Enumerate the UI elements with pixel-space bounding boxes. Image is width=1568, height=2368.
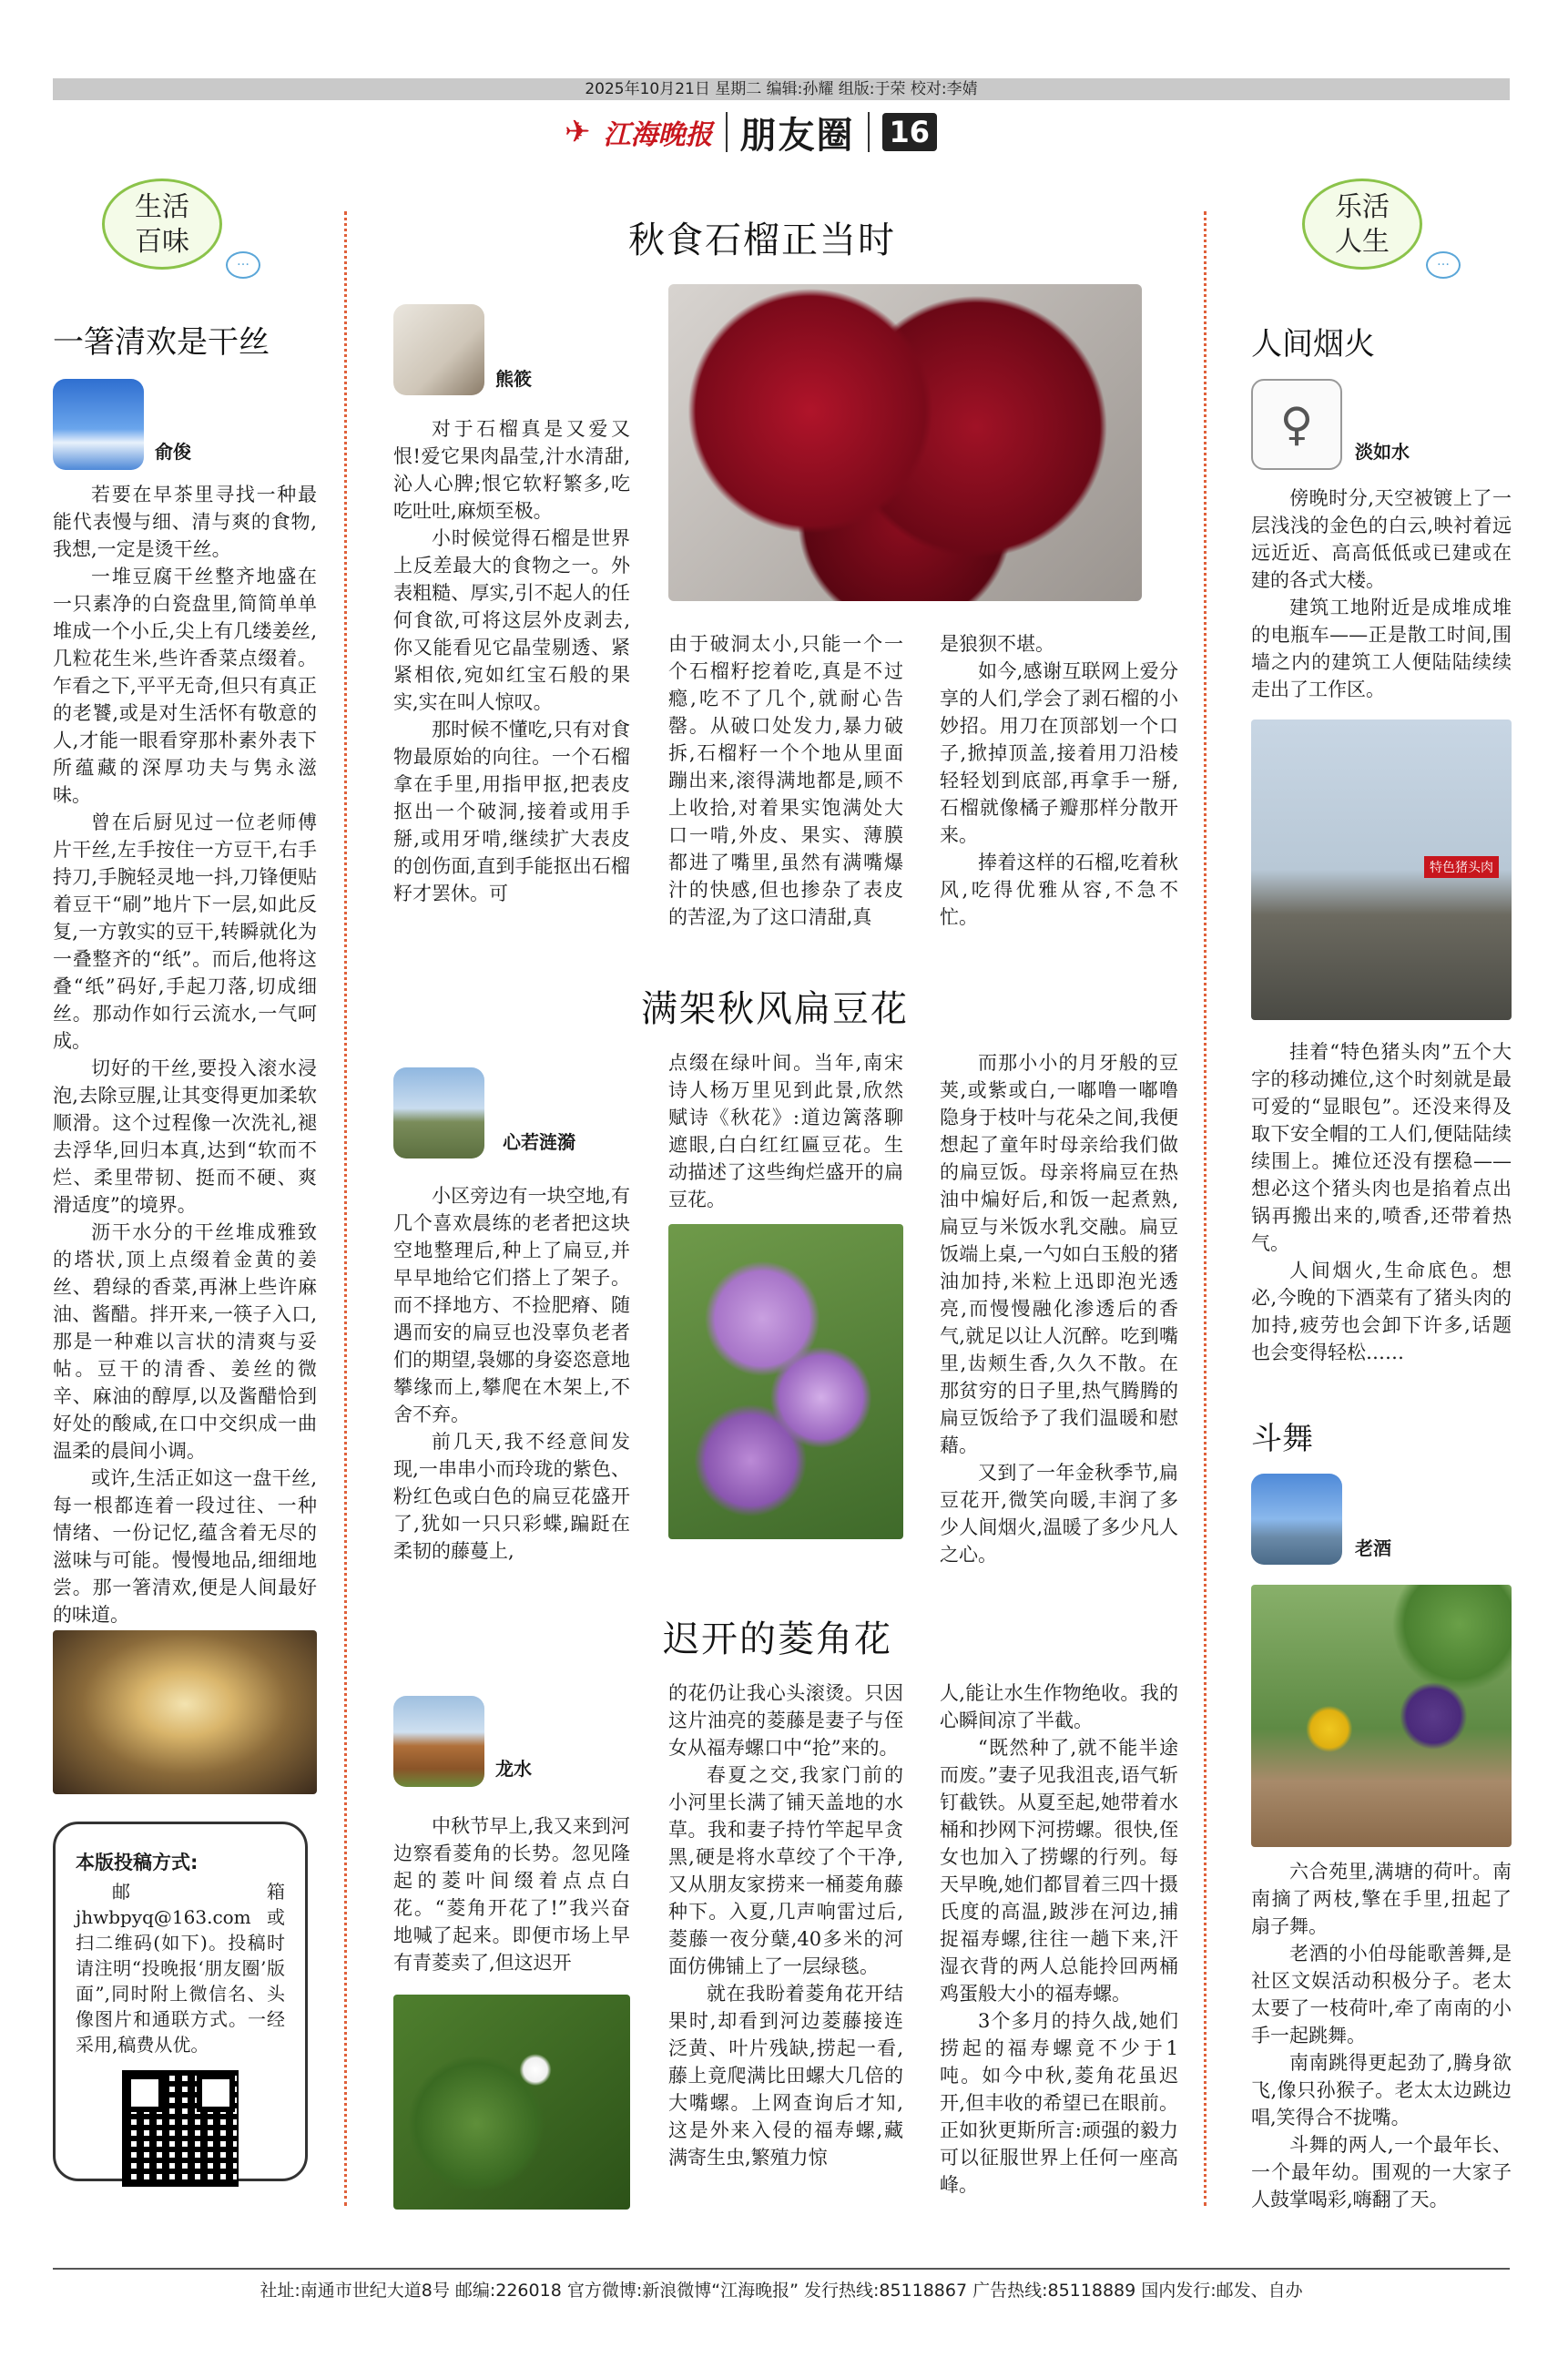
footer-rule — [53, 2268, 1510, 2270]
bean-flower-photo — [668, 1224, 903, 1539]
paragraph: 是狼狈不堪。 — [940, 633, 1054, 655]
article-body — [393, 1812, 630, 1976]
article-body-col2 — [668, 1049, 903, 1213]
article-body-col2 — [668, 630, 903, 931]
paragraph: 挂着“特色猪头肉”五个大字的移动摊位,这个时刻就是最可爱的“显眼包”。还没来得及取下安全帽的工人们,便陆陆续续围上。摊位还没有摆稳——想必这个猪头肉也是掐着点出锅再搬出来的,喷香,还带着热气。 — [1251, 1041, 1512, 1254]
submission-box — [53, 1822, 308, 2181]
article-title: 迟开的菱角花 — [663, 1618, 892, 1660]
paragraph: 或许,生活正如这一盘干丝,每一根都连着一段过往、一种情绪、一份记忆,蕴含着无尽的滋味与可能。慢慢地品,细细地尝。那一箸清欢,便是人间最好的味道。 — [53, 1467, 317, 1626]
paragraph: 由于破洞太小,只能一个一个石榴籽挖着吃,真是不过瘾,吃不了几个,就耐心告罄。从破口处发力,暴力破拆,石榴籽一个个地从里面蹦出来,滚得满地都是,顾不上收拾,对着果实饱满处大口一啃,外皮、果实、薄膜都进了嘴里,虽然有满嘴爆汁的快感,但也掺杂了表皮的苦涩,为了这口清甜,真 — [668, 633, 903, 928]
paragraph: 如今,感谢互联网上爱分享的人们,学会了剥石榴的小妙招。用刀在顶部划一个口子,掀掉顶盖,接着用刀沿棱轻轻划到底部,再拿手一掰,石榴就像橘子瓣那样分散开来。 — [940, 660, 1178, 846]
column-divider-right — [1204, 211, 1207, 2206]
author-avatar — [393, 304, 484, 395]
author-avatar — [1251, 1474, 1342, 1565]
paragraph: 小区旁边有一块空地,有几个喜欢晨练的老者把这块空地整理后,种上了扁豆,并早早地给它们搭上了架子。而不择地方、不捡肥瘠、随遇而安的扁豆也没辜负老者们的期望,袅娜的身姿恣意地攀缘而上,攀爬在木架上,不舍不弃。 — [393, 1185, 630, 1425]
article-body — [53, 481, 317, 1628]
author-name: 熊筱 — [495, 368, 532, 390]
paragraph: 一堆豆腐干丝整齐地盛在一只素净的白瓷盘里,简简单单堆成一个小丘,尖上有几缕姜丝,几粒花生米,些许香菜点缀着。乍看之下,平平无奇,但只有真正的老饕,或是对生活怀有敬意的人,才能一眼看穿那朴素外表下所蕴藏的深厚功夫与隽永滋味。 — [53, 566, 317, 806]
paragraph: 小时候觉得石榴是世界上反差最大的食物之一。外表粗糙、厚实,引不起人的任何食欲,可将这层外皮剥去,你又能看见它晶莹剔透、紧紧相依,宛如红宝石般的果实,实在叫人惊叹。 — [393, 527, 630, 713]
article-body — [1251, 1858, 1512, 2213]
paragraph: 前几天,我不经意间发现,一串串小而玲珑的紫色、粉红色或白色的扁豆花盛开了,犹如一只只彩蝶,蹁跹在柔韧的藤蔓上, — [393, 1431, 630, 1562]
article-body-col2 — [668, 1679, 903, 2171]
water-chestnut-photo — [393, 1995, 630, 2210]
author-name: 龙水 — [495, 1758, 532, 1780]
author-avatar — [393, 1067, 484, 1158]
chat-bubble-icon: … — [226, 251, 260, 279]
column-divider-left — [344, 211, 347, 2206]
badge-line: 百味 — [135, 226, 189, 258]
newspaper-logo: 江海晚报 — [603, 119, 713, 151]
paragraph: 六合苑里,满塘的荷叶。南南摘了两枝,擎在手里,扭起了扇子舞。 — [1251, 1861, 1512, 1937]
section-badge-life — [102, 179, 222, 270]
street-stall-photo — [1251, 720, 1512, 1020]
author-avatar — [53, 379, 144, 470]
paragraph: 那时候不懂吃,只有对食物最原始的向往。一个石榴拿在手里,用指甲抠,把表皮抠出一个破洞,接着或用手掰,或用牙啃,继续扩大表皮的创伤面,直到手能抠出石榴籽才罢休。可 — [393, 719, 630, 904]
section-badge-lohas — [1302, 179, 1422, 270]
stall-sign: 特色猪头肉 — [1424, 856, 1499, 878]
submission-title: 本版投稿方式: — [76, 1852, 199, 1873]
paragraph: 春夏之交,我家门前的小河里长满了铺天盖地的水草。我和妻子持竹竿起早贪黑,硬是将水草绞了个干净,又从朋友家捞来一桶菱角藤种下。入夏,几声响雷过后,菱藤一夜分蘖,40多米的河面仿佛铺上了一层绿毯。 — [668, 1764, 903, 1977]
article-body — [1251, 1038, 1512, 1366]
article-title: 满架秋风扁豆花 — [641, 988, 909, 1030]
badge-line: 乐活 — [1335, 191, 1390, 223]
paragraph: “既然种了,就不能半途而废。”妻子见我沮丧,语气斩钉截铁。从夏至起,她带着水桶和抄网下河捞螺。很快,侄女也加入了捞螺的行列。每天早晚,她们都冒着三四十摄氏度的高温,跛涉在河边,捕捉福寿螺,往往一趟下来,汗湿衣背的两人总能拎回两桶鸡蛋般大小的福寿螺。 — [940, 1737, 1178, 2005]
paragraph: 点缀在绿叶间。当年,南宋诗人杨万里见到此景,欣然赋诗《秋花》:道边篱落聊遮眼,白白红红匾豆花。生动描述了这些绚烂盛开的扁豆花。 — [668, 1052, 903, 1210]
paragraph: 捧着这样的石榴,吃着秋风,吃得优雅从容,不急不忙。 — [940, 852, 1178, 928]
pomegranate-photo — [668, 284, 1142, 601]
paragraph: 沥干水分的干丝堆成雅致的塔状,顶上点缀着金黄的姜丝、碧绿的香菜,再淋上些许麻油、酱醋。拌开来,一筷子入口,那是一种难以言状的清爽与妥帖。豆干的清香、姜丝的微辛、麻油的醇厚,以及酱醋恰到好处的酸咸,在口中交织成一曲温柔的晨间小调。 — [53, 1221, 317, 1462]
paragraph: 的花仍让我心头滚烫。只因这片油亮的菱藤是妻子与侄女从福寿螺口中“抢”来的。 — [668, 1682, 903, 1759]
paragraph: 若要在早茶里寻找一种最能代表慢与细、清与爽的食物,我想,一定是烫干丝。 — [53, 484, 317, 560]
author-name: 俞俊 — [155, 441, 191, 463]
paragraph: 就在我盼着菱角花开结果时,却看到河边菱藤接连泛黄、叶片残缺,捞起一看,藤上竟爬满比田螺大几倍的大嘴螺。上网查询后才知,这是外来入侵的福寿螺,藏满寄生虫,繁殖力惊 — [668, 1983, 903, 2169]
article-title: 人间烟火 — [1251, 326, 1375, 362]
badge-line: 生活 — [135, 191, 189, 223]
paragraph: 切好的干丝,要投入滚水浸泡,去除豆腥,让其变得更加柔软顺滑。这个过程像一次洗礼,褪去浮华,回归本真,达到“软而不烂、柔里带韧、挺而不硬、爽滑适度”的境界。 — [53, 1057, 317, 1216]
chat-bubble-icon: … — [1426, 251, 1461, 279]
paragraph: 老酒的小伯母能歌善舞,是社区文娱活动积极分子。老太太要了一枝荷叶,牵了南南的小手一起跳舞。 — [1251, 1943, 1512, 2046]
article-body-col3 — [940, 630, 1178, 931]
article-title: 斗舞 — [1251, 1421, 1313, 1457]
dancing-photo — [1251, 1585, 1512, 1847]
article-title: 一箸清欢是干丝 — [53, 324, 270, 361]
logo-icon: ✈ — [565, 114, 591, 150]
author-name: 淡如水 — [1355, 441, 1410, 463]
paragraph: 又到了一年金秋季节,扁豆花开,微笑向暖,丰润了多少人间烟火,温暖了多少凡人之心。 — [940, 1462, 1178, 1566]
badge-line: 人生 — [1335, 226, 1390, 258]
article-body-col3 — [940, 1049, 1178, 1568]
article-title: 秋食石榴正当时 — [628, 219, 896, 261]
paragraph: 而那小小的月牙般的豆荚,或紫或白,一嘟噜一嘟噜隐身于枝叶与花朵之间,我便想起了童年时母亲给我们做的扁豆饭。母亲将扁豆在热油中煸好后,和饭一起煮熟,扁豆与米饭水乳交融。扁豆饭端上桌,一勺如白玉般的猪油加持,米粒上迅即泡光透亮,而慢慢融化渗透后的香气,就足以让人沉醉。吃到嘴里,齿颊生香,久久不散。在那贫穷的日子里,热气腾腾的扁豆饭给予了我们温暖和慰藉。 — [940, 1052, 1178, 1456]
qr-code-icon[interactable] — [122, 2070, 239, 2187]
paragraph: 对于石榴真是又爱又恨!爱它果肉晶莹,汁水清甜,沁人心脾;恨它软籽繁多,吃吃吐吐,麻烦至极。 — [393, 418, 630, 522]
paragraph: 3个多月的持久战,她们捞起的福寿螺竟不少于1吨。如今中秋,菱角花虽迟开,但丰收的希望已在眼前。正如狄更斯所言:顽强的毅力可以征服世界上任何一座高峰。 — [940, 2010, 1178, 2196]
article-body — [393, 415, 630, 907]
paragraph: 人间烟火,生命底色。想必,今晚的下酒菜有了猪头肉的加持,疲劳也会卸下许多,话题也会变得轻松…… — [1251, 1260, 1512, 1363]
submission-text: 邮箱jhwbpyq@163.com或扫二维码(如下)。投稿时请注明“投晚报‘朋友圈’版面”,同时附上微信名、头像图片和通联方式。一经采用,稿费从优。 — [76, 1881, 285, 2056]
food-photo — [53, 1630, 317, 1794]
article-body-col3 — [940, 1679, 1178, 2199]
author-avatar: ♀ — [1251, 379, 1342, 470]
paragraph: 曾在后厨见过一位老师傅片干丝,左手按住一方豆干,右手持刀,手腕轻灵地一抖,刀锋便贴着豆干“刷”地片下一层,如此反复,一方敦实的豆干,转瞬就化为一叠整齐的“纸”。而后,他将这叠“纸”码好,手起刀落,切成细丝。那动作如行云流水,一气呵成。 — [53, 811, 317, 1052]
author-avatar — [393, 1696, 484, 1787]
paragraph: 建筑工地附近是成堆成堆的电瓶车——正是散工时间,围墙之内的建筑工人便陆陆续续走出了工作区。 — [1251, 597, 1512, 700]
author-name: 心若涟漪 — [503, 1131, 575, 1153]
paragraph: 傍晚时分,天空被镀上了一层浅浅的金色的白云,映衬着远远近近、高高低低或已建或在建的各式大楼。 — [1251, 487, 1512, 591]
masthead — [565, 109, 937, 155]
masthead-divider — [868, 112, 870, 152]
author-name: 老酒 — [1355, 1537, 1391, 1559]
footer-info: 社址:南通市世纪大道8号 邮编:226018 官方微博:新浪微博“江海晚报” 发行热线:85118867 广告热线:85118889 国内发行:邮发、自办 — [260, 2281, 1303, 2301]
masthead-divider — [726, 112, 728, 152]
page-name: 朋友圈 — [739, 113, 855, 157]
paragraph: 中秋节早上,我又来到河边察看菱角的长势。忽见隆起的菱叶间缀着点点白花。“菱角开花了!”我兴奋地喊了起来。即便市场上早有青菱卖了,但这迟开 — [393, 1815, 630, 1974]
page-number: 16 — [882, 113, 938, 151]
dateline: 2025年10月21日 星期二 编辑:孙耀 组版:于荣 校对:李婧 — [585, 80, 978, 98]
paragraph: 南南跳得更起劲了,腾身欲飞,像只孙猴子。老太太边跳边唱,笑得合不拢嘴。 — [1251, 2052, 1512, 2128]
paragraph: 斗舞的两人,一个最年长、一个最年幼。围观的一大家子人鼓掌喝彩,嗨翻了天。 — [1251, 2134, 1512, 2210]
article-body — [1251, 485, 1512, 703]
article-body — [393, 1182, 630, 1565]
paragraph: 人,能让水生作物绝收。我的心瞬间凉了半截。 — [940, 1682, 1178, 1731]
